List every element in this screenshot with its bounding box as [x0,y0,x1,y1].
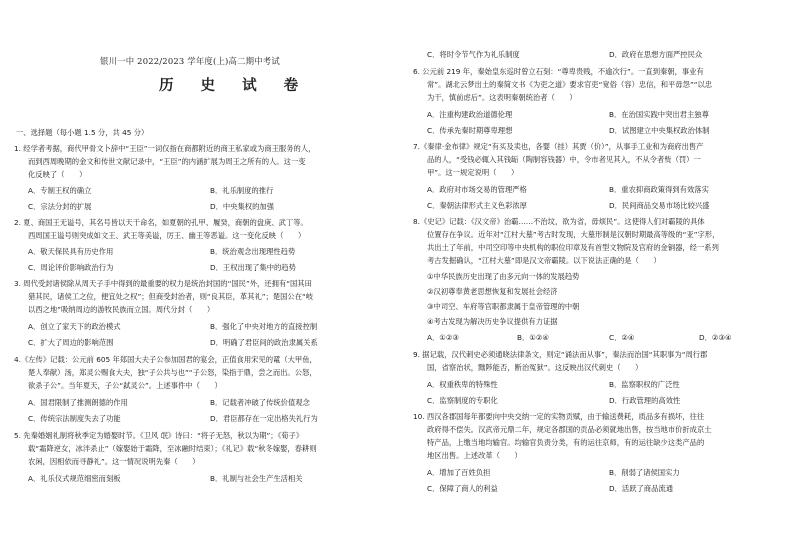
option-c[interactable]: C．②④ [609,333,635,342]
option-b[interactable]: B．礼制与社会生产生活相关 [210,474,303,483]
option-a[interactable]: A．增加了百姓负担 [427,468,491,477]
option-b[interactable]: B．统治观念出现理性趋势 [210,247,296,256]
question-text: 为干，慎前虑后”。这表明秦朝统治者（ ） [427,93,577,102]
option-c[interactable]: C．传统宗法制度失去了功能 [28,414,121,423]
question-text: 6. 公元前 219 年，秦始皇东巡时曾立石刻：“尊卑贵贱，不逾次行”。一直到秦朝，事业有 [413,67,704,76]
option-d[interactable]: D．政府在思想方面严控民众 [609,50,703,59]
question-text: 3. 周代受封诸侯除从周天子手中得到的最重要的权力是统治封国的“国民”外，还拥有“国其田 [14,279,312,288]
question-text: 1. 经学者考据，商代甲骨文卜辞中“王臣”一词仅指在商都附近的商王私家或为商王服务的人， [14,144,316,153]
question-text: 地区出售。上述改革（ ） [427,451,522,460]
option-c[interactable]: C．扩大了周边的影响范围 [28,338,114,347]
option-a[interactable]: A．敬天保民具有历史作用 [28,247,114,256]
option-a[interactable]: A．注重构建政治道德伦理 [427,110,513,119]
statement-item: ①中华民族历史出现了由多元向一体的发展趋势 [427,272,580,281]
option-d[interactable]: D．行政管理的高效性 [609,396,681,405]
option-d[interactable]: D．活跃了商品流通 [609,484,673,493]
question-text: 而到西周晚期的金文和传世文献记录中，“王臣”的内涵扩展为周王之所有的人。这一变 [28,157,306,166]
option-a[interactable]: A．权重秩卑的特殊性 [427,380,498,389]
question-text: 考古发掘确认，“江村大墓”即是汉文帝霸陵。以下说法正确的是（ ） [427,256,661,265]
question-text: 化反映了（ ） [28,170,87,179]
option-d[interactable]: D．试图建立中央集权政治体制 [609,126,710,135]
option-d[interactable]: D．中央集权的加强 [210,202,274,211]
question-text: 农闲，因相依而寻静礼”。这一情况说明先秦（ ） [28,457,200,466]
option-a[interactable]: A．国君限制了推测朗德的作用 [28,398,128,407]
option-b[interactable]: B．记载者冲破了传统价值观念 [210,398,310,407]
question-text: 品的人，“受钱必辄入其钱缿（陶制容钱器）中，令市者见其入，不从令者赀（罚）一 [427,155,701,164]
option-c[interactable]: C．将时令节气作为礼乐制度 [427,50,520,59]
question-text: 共出土了年前，中司空印等中央机构的职位印章及有首型文物院及官府的金铜器，经一系列 [427,243,719,252]
option-a[interactable]: A．①②③ [427,333,459,342]
question-text: 5. 先秦婚姻礼制将秋季定为婚娶时节。《卫风 氓》诗曰：“将子无怒，秋以为期”；《荀子》 [14,431,304,440]
option-b[interactable]: B．监察职权的广泛性 [609,380,680,389]
question-text: 西周国王谥号则突成如文王、武王等美谥，厉王、幽王等恶谥。这一变化反映（ ） [28,231,306,240]
option-b[interactable]: B．①②④ [517,333,549,342]
section-heading: 一、选择题（每小题 1.5 分，共 45 分） [16,128,149,137]
option-c[interactable]: C．秦朝法律形式主义色彩浓厚 [427,201,527,210]
question-text: 国，省察治状，黜陟能否，断治冤狱”。这反映出汉代刺史（ ） [427,363,643,372]
option-a[interactable]: A．礼乐仪式规范细密而刻板 [28,474,121,483]
option-b[interactable]: B．重农抑商政策得到有效落实 [609,185,709,194]
statement-item: ②汉初尊奉黄老思想恢复和发展社会经济 [427,287,558,296]
question-text: 猎其民，诸侯工之位，便宜处之权”；但商受封治者，则“良其臣，革其礼”；楚国公在“岐 [28,292,314,301]
question-text: 位置存在争议。近年对“江村大墓”考古时发现，大墓形制是汉朝时期最高等级的“亚”字形， [427,230,720,239]
question-text: 特产品，上缴当地均输官。均输官负责分类，有的运往京师，有的运往缺少这类产品的 [427,438,705,447]
option-b[interactable]: B．礼乐制度的推行 [210,186,274,195]
option-c[interactable]: C．传承先秦时期尊卑理想 [427,126,513,135]
statement-item: ③中司空、车府等官职都隶属于皇帝管理的中朝 [427,302,580,311]
option-a[interactable]: A．政府对市场交易的管理严格 [427,185,527,194]
question-text: 4.《左传》记载：公元前 605 年郑国大夫子公参加国君的宴会，正值食用宋见的鼋（大甲鱼， [14,355,317,364]
question-text: 8.《史记》记载：《汉文帝》治霸……不治坟，欲为省，毋烦民”。这使得人们对霸陵的具体 [413,217,705,226]
question-text: 7.《秦律·金布律》规定“有买及卖也，各婴（挂）其贾（价）”，从事手工业和为商府出售产 [413,142,704,151]
exam-title: 历 史 试 卷 [159,77,310,94]
option-d[interactable]: D．②③④ [699,333,732,342]
question-text: 欲杀子公”。当年夏天，子公“弑灵公”。上述事件中（ ） [28,381,222,390]
option-c[interactable]: C．宗法分封的扩展 [28,202,92,211]
question-text: 常”。湖北云梦出土的秦简文书《为吏之道》要求官吏“宽俗（容）忠信，和平毋怨”“以忠 [427,80,713,89]
option-c[interactable]: C．保障了商人的利益 [427,484,498,493]
question-text: 以西之地”吸纳周边的游牧民族而立国。周代分封（ ） [28,305,215,314]
question-text: 9. 据记载，汉代刺史必须通晓法律条文，则定“诵法而从事”，秦法而治国“其职事为“周行郡 [413,350,708,359]
question-text: 楚人奉献）汤，郑灵公赐食大夫，独“子公共与也”“子公怒，染指于鼎，尝之而出。公怒， [28,368,317,377]
option-a[interactable]: A．专制王权的确立 [28,186,92,195]
option-a[interactable]: A．创立了家天下的政治模式 [28,322,121,331]
option-b[interactable]: B．强化了中央对地方的直接控制 [210,322,318,331]
statement-item: ④考古发现为解决历史争议提供有力证据 [427,317,558,326]
question-text: 载“霜降逆女，冰泮杀止”（嫁娶始于霜降，至冰融时结束）；《礼记》载“秋冬嫁娶，春耕则 [28,444,317,453]
question-text: 10. 西汉各郡国每年都要向中央交纳一定的实物贡赋，由于输送费耗，质品多有损坏，往往 [413,412,705,421]
question-text: 政府得不偿失。汉武帝元鼎二年，规定各郡国的贡品必须就地出售，按当地市价折成京土 [427,425,712,434]
question-text: 甲”。这一规定说明（ ） [427,168,519,177]
option-c[interactable]: C．监察制度的专职化 [427,396,498,405]
option-c[interactable]: C．周论评价影响政治行为 [28,263,114,272]
option-d[interactable]: D．君臣都存在一定出格失礼行为 [210,414,318,423]
question-text: 2. 夏、商国王无谥号，其名号皆以天干命名，如夏朝的孔甲、履癸，商朝的盘庚、武丁等。 [14,218,308,227]
option-d[interactable]: D．王权出现了集中的趋势 [210,263,296,272]
option-b[interactable]: B．在治国实践中突出君主独尊 [609,110,709,119]
school-line: 银川一中 2022/2023 学年度(上)高二期中考试 [100,56,280,66]
option-d[interactable]: D．民间商品交易市场比较兴盛 [609,201,710,210]
option-d[interactable]: D．明确了君臣间的政治隶属关系 [210,338,318,347]
option-b[interactable]: B．削弱了诸侯国实力 [609,468,680,477]
